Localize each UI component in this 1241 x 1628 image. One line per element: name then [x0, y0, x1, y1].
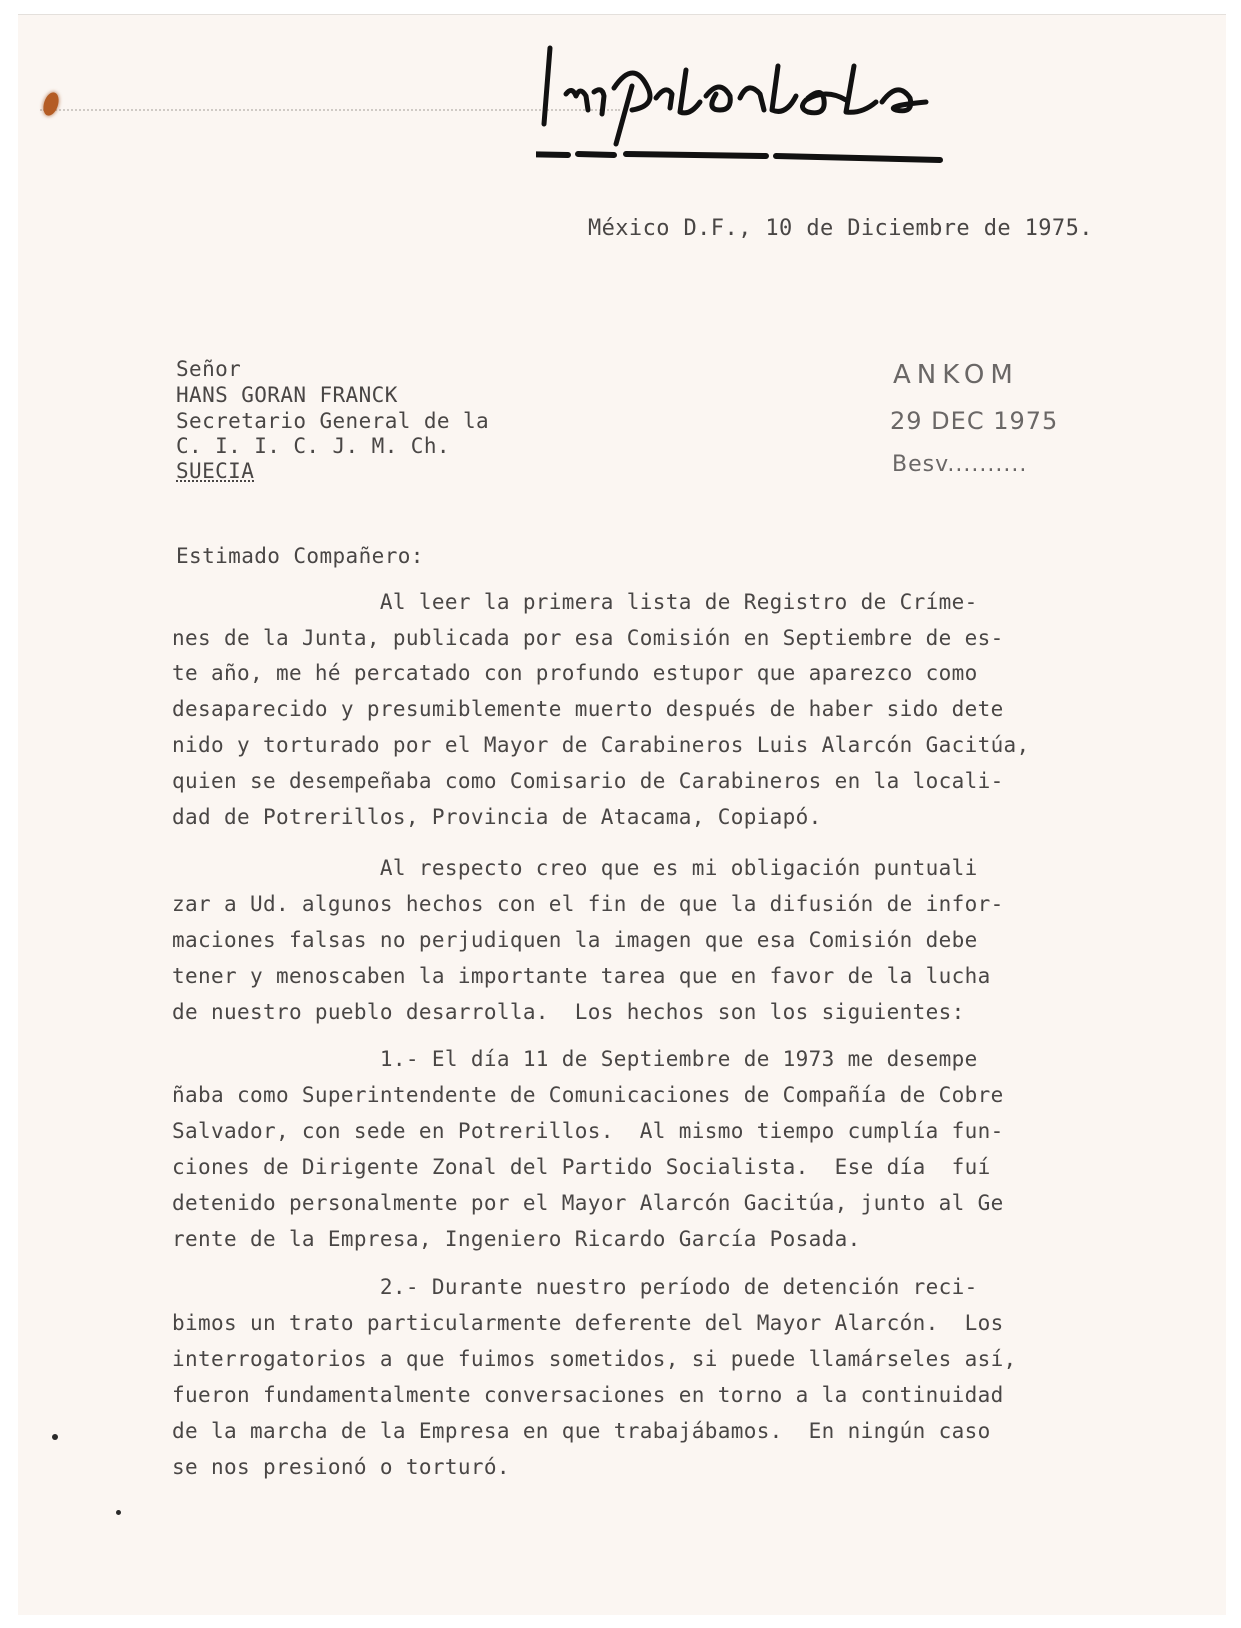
addressee-position: Secretario General de la [176, 409, 490, 433]
date-line: México D.F., 10 de Diciembre de 1975. [588, 216, 1093, 241]
body-line: Al respecto creo que es mi obligación puntuali [172, 856, 978, 880]
body-line: te año, me hé percatado con profundo estupor que aparezco como [172, 661, 978, 685]
addressee-organization: C. I. I. C. J. M. Ch. [176, 434, 450, 458]
handwritten-annotation [536, 42, 976, 177]
body-line: Al leer la primera lista de Registro de Críme- [172, 590, 978, 614]
handwritten-annotation-text [536, 52, 976, 120]
addressee-country: SUECIA [176, 459, 255, 483]
body-line: zar a Ud. algunos hechos con el fin de que la difusión de infor- [172, 892, 1004, 916]
addressee-name: HANS GORAN FRANCK [176, 383, 398, 407]
body-line: Salvador, con sede en Potrerillos. Al mismo tiempo cumplía fun- [172, 1119, 1004, 1143]
addressee-title: Señor [176, 357, 242, 381]
body-line: desaparecido y presumiblemente muerto después de haber sido dete [172, 697, 1004, 721]
body-line: nes de la Junta, publicada por esa Comisión en Septiembre de es- [172, 626, 1004, 650]
body-line: detenido personalmente por el Mayor Alarcón Gacitúa, junto al Ge [172, 1191, 1004, 1215]
stamp-answered: Besv.......... [892, 452, 1028, 477]
body-line: quien se desempeñaba como Comisario de Carabineros en la locali- [172, 769, 1004, 793]
body-line: interrogatorios a que fuimos sometidos, si puede llamárseles así, [172, 1347, 1017, 1371]
body-line: se nos presionó o torturó. [172, 1455, 510, 1479]
paper-speck [52, 1434, 58, 1440]
body-line: fueron fundamentalmente conversaciones en torno a la continuidad [172, 1383, 1004, 1407]
body-line: ciones de Dirigente Zonal del Partido Socialista. Ese día fuí [172, 1155, 991, 1179]
body-line: maciones falsas no perjudiquen la imagen que esa Comisión debe [172, 928, 978, 952]
body-line: ñaba como Superintendente de Comunicaciones de Compañía de Cobre [172, 1083, 1004, 1107]
salutation: Estimado Compañero: [176, 544, 424, 568]
body-line: rente de la Empresa, Ingeniero Ricardo García Posada. [172, 1227, 861, 1251]
body-line: de la marcha de la Empresa en que trabajábamos. En ningún caso [172, 1419, 991, 1443]
body-line: 2.- Durante nuestro período de detención reci- [172, 1275, 978, 1299]
body-line: de nuestro pueblo desarrolla. Los hechos son los siguientes: [172, 1000, 965, 1024]
body-line: bimos un trato particularmente deferente del Mayor Alarcón. Los [172, 1311, 1004, 1335]
body-line: 1.- El día 11 de Septiembre de 1973 me desempe [172, 1047, 978, 1071]
stamp-organization: ANKOM [893, 360, 1019, 390]
perforation-dots [40, 109, 620, 111]
body-line: tener y menoscaben la importante tarea que en favor de la lucha [172, 964, 991, 988]
paper-speck [116, 1510, 121, 1515]
body-line: dad de Potrerillos, Provincia de Atacama, Copiapó. [172, 805, 822, 829]
stamp-date: 29 DEC 1975 [890, 407, 1059, 435]
body-line: nido y torturado por el Mayor de Carabineros Luis Alarcón Gacitúa, [172, 733, 1030, 757]
